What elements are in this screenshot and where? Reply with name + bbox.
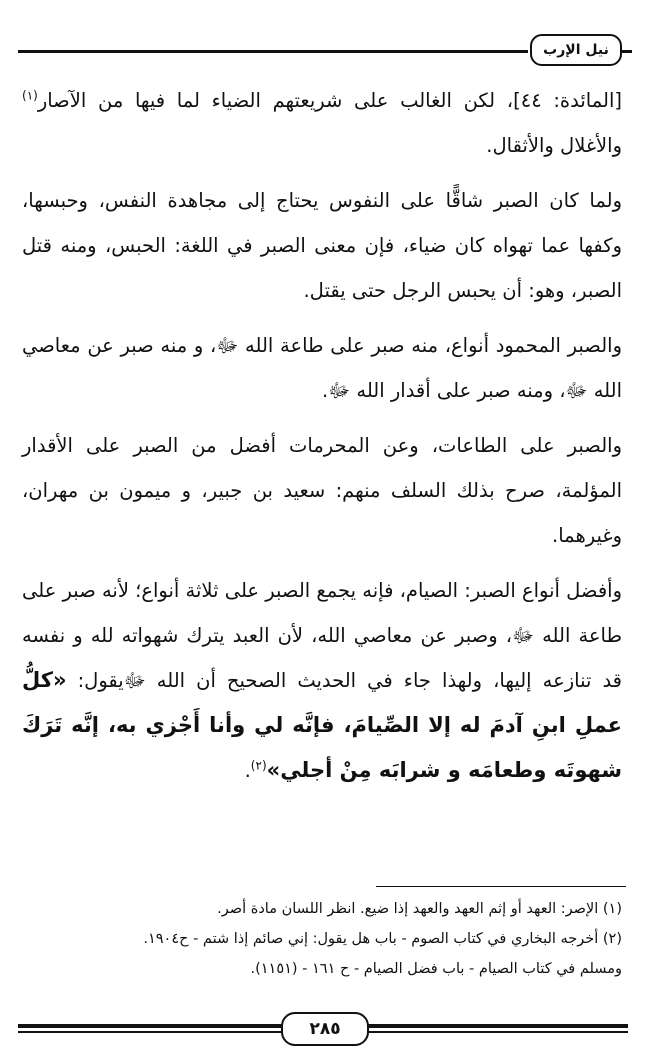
paragraph-1: [22, 78, 622, 168]
running-header: [18, 30, 628, 66]
footnotes: [22, 894, 622, 984]
main-text: [22, 78, 622, 803]
paragraph-1-text: [المائدة: ٤٤]، لكن الغالب على شريعتهم الضياء لما فيها من الآصار: [37, 89, 622, 112]
page-number: ٢٨٥: [281, 1012, 369, 1046]
paragraph-1-tail: والأغلال والأثقال.: [486, 134, 622, 157]
paragraph-3: والصبر المحمود أنواع، منه صبر على طاعة الله ﷻ، و منه صبر عن معاصي الله ﷻ، ومنه صبر على أقدار الله ﷻ.: [22, 334, 622, 402]
header-title: نيل الإرب: [530, 34, 622, 66]
header-rule: [18, 50, 528, 53]
footnote-ref-1[interactable]: (١): [22, 88, 38, 103]
paragraph-5: [22, 568, 622, 793]
footnote-1: (١) الإصر: العهد أو إثم العهد والعهد إذا ضيع. انظر اللسان مادة أصر.: [217, 901, 622, 917]
hadith-quote: «كلُّ عملِ ابنِ آدمَ له إلا الصِّيامَ، فإنَّه لي وأنا أَجْزي به، إنَّه تَرَكَ شهوتَه وطعامَه و شرابَه مِنْ أجلي»: [22, 668, 622, 782]
footnote-2-continued: ومسلم في كتاب الصيام - باب فضل الصيام - ح ١٦١ - (١١٥١).: [250, 961, 622, 977]
paragraph-5-end: .: [244, 759, 251, 782]
footnote-ref-2[interactable]: (٢): [250, 758, 267, 773]
paragraph-5-text: وأفضل أنواع الصبر: الصيام، فإنه يجمع الصبر على ثلاثة أنواع؛ لأنه صبر على طاعة الله ﷻ، وصبر عن معاصي الله، لأن العبد يترك شهواته لله و نفسه قد تنازعه إليها، ولهذا جاء في الحديث الصحيح أن الله ﷻيقول:: [22, 579, 623, 692]
paragraph-4: والصبر على الطاعات، وعن المحرمات أفضل من الصبر على الأقدار المؤلمة، صرح بذلك السلف منهم: سعيد بن جبير، و ميمون بن مهران، وغيرهما.: [22, 434, 622, 547]
footnote-separator: [376, 886, 626, 887]
paragraph-2: ولما كان الصبر شاقًّا على النفوس يحتاج إلى مجاهدة النفس، وحبسها، وكفها عما تهواه كان ضياء، فإن معنى الصبر في اللغة: الحبس، ومنه قتل الصبر، وهو: أن يحبس الرجل حتى يقتل.: [22, 189, 622, 302]
footnote-2: (٢) أخرجه البخاري في كتاب الصوم - باب هل يقول: إني صائم إذا شتم - ح١٩٠٤.: [143, 931, 622, 947]
